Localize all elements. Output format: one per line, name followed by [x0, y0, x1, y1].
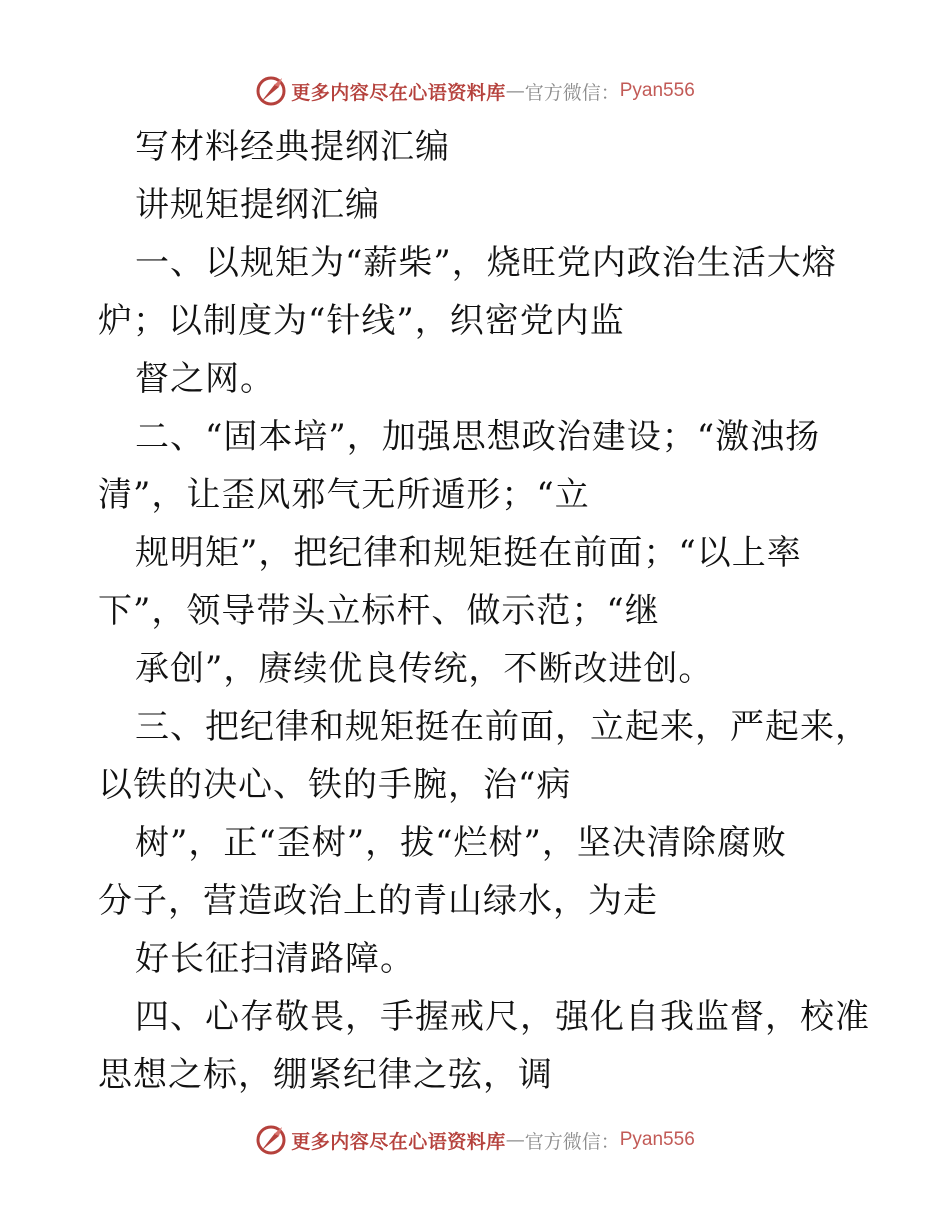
banner-wechat-handle: Pyan556	[619, 1129, 695, 1150]
text-line: 清”，让歪风邪气无所遁形；“立	[98, 475, 590, 515]
text-line: 炉；以制度为“针线”，织密党内监	[98, 301, 625, 341]
banner-separator: —	[505, 80, 525, 102]
header-watermark-banner	[0, 71, 950, 111]
document-subtitle: 讲规矩提纲汇编	[135, 185, 380, 225]
text-line: 督之网。	[135, 359, 275, 399]
banner-wechat-label: 官方微信：	[524, 81, 620, 104]
quill-logo-icon	[255, 1124, 287, 1156]
banner-link-text[interactable]: 更多内容尽在心语资料库	[291, 1130, 506, 1153]
text-line: 以铁的决心、铁的手腕，治“病	[98, 765, 572, 805]
text-line: 一、以规矩为“薪柴”，烧旺党内政治生活大熔	[135, 243, 837, 283]
text-line: 分子，营造政治上的青山绿水，为走	[98, 881, 658, 921]
text-line: 树”，正“歪树”，拔“烂树”，坚决清除腐败	[135, 823, 787, 863]
text-line: 三、把纪律和规矩挺在前面，立起来，严起来，	[135, 707, 870, 747]
text-line: 二、“固本培”，加强思想政治建设；“激浊扬	[135, 417, 821, 457]
banner-wechat-handle: Pyan556	[619, 80, 695, 101]
banner-link-text[interactable]: 更多内容尽在心语资料库	[291, 81, 506, 104]
footer-watermark-banner	[0, 1120, 950, 1160]
text-line: 规明矩”，把纪律和规矩挺在前面；“以上率	[135, 533, 802, 573]
quill-logo-icon	[255, 75, 287, 107]
text-line: 四、心存敬畏，手握戒尺，强化自我监督，校准	[135, 997, 870, 1037]
text-line: 下”，领导带头立标杆、做示范；“继	[98, 591, 660, 631]
text-line: 好长征扫清路障。	[135, 939, 415, 979]
banner-wechat-label: 官方微信：	[524, 1130, 620, 1153]
banner-separator: —	[505, 1129, 525, 1151]
text-line: 思想之标，绷紧纪律之弦，调	[98, 1055, 553, 1095]
document-title: 写材料经典提纲汇编	[135, 127, 450, 167]
text-line: 承创”，赓续优良传统，不断改进创。	[135, 649, 714, 689]
